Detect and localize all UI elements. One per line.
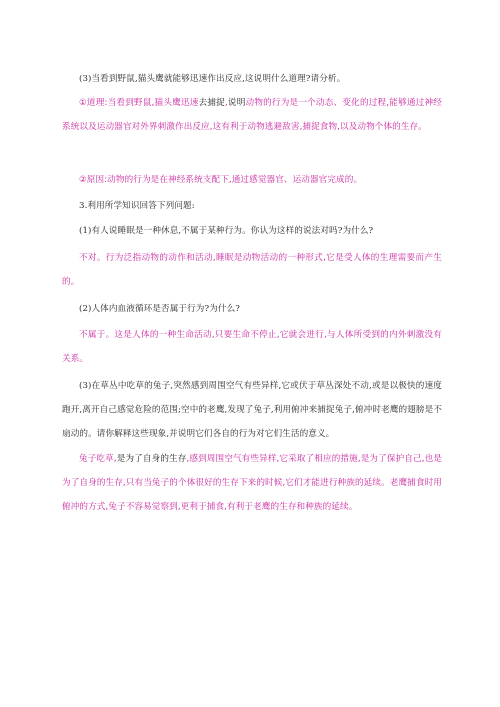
answer-text: ①道理:当看到野鼠,猫头鹰迅速 <box>79 98 199 108</box>
answer-text: , <box>224 98 228 108</box>
question-2-3: (3)当看到野鼠,猫头鹰就能够迅速作出反应,这说明什么道理?请分析。 <box>79 74 346 84</box>
answer-2-3-point-2: ②原因:动物的行为是在神经系统支配下,通过感觉器官、运动器官完成的。 <box>79 175 363 185</box>
answer-2-3-point-1 <box>62 91 442 139</box>
keyword: 说明 <box>227 98 246 108</box>
question-3-3: (3)在草丛中吃草的兔子,突然感到周围空气有些异样,它或伏于草丛深处不动,或是以极快的速度跑开,离开自己感觉危险的范围;空中的老鹰,发现了兔子,利用俯冲来捕捉兔子,俯冲时老鹰的翅膀是不扇动的。请你解释这些现象,并说明它们各自的行为对它们生活的意义。 <box>62 381 442 439</box>
keyword: 去捕捉 <box>198 98 225 108</box>
keyword: 是为了自身的生存 <box>116 454 187 464</box>
answer-3-1: 不对。行为泛指动物的动作和活动,睡眠是动物活动的一种形式,它是受人体的生理需要而产生的。 <box>62 253 442 287</box>
question-3-2: (2)人体内血液循环是否属于行为?为什么? <box>79 304 240 314</box>
question-3-1: (1)有人说睡眠是一种休息,不属于某种行为。你认为这样的说法对吗?为什么? <box>79 226 374 236</box>
answer-3-2: 不属于。这是人体的一种生命活动,只要生命不停止,它就会进行,与人体所受到的内外刺激没有关系。 <box>62 330 442 364</box>
answer-text: 动物的行为是一个动态、变化的过程,能够通过神经系统以及运动器官对外界刺激作出反应,这有利于动物逃避敌害,捕捉食物,以及动物个体的生存。 <box>62 98 442 132</box>
answer-text: ,感到周围空气有些异样,它采取了相应的措施,是为了保护自己,也是为了自身的生存,只有当兔子的个体很好的生存下来的时候,它们才能进行种族的延续。老鹰捕食时用俯冲的方式,兔子不容易觉察到,更利于捕食,有利于老鹰的生存和种族的延续。 <box>62 454 443 512</box>
question-3-heading: 3.利用所学知识回答下列问题: <box>79 201 195 211</box>
answer-3-3 <box>62 447 442 519</box>
answer-text: 兔子吃草, <box>79 454 117 464</box>
